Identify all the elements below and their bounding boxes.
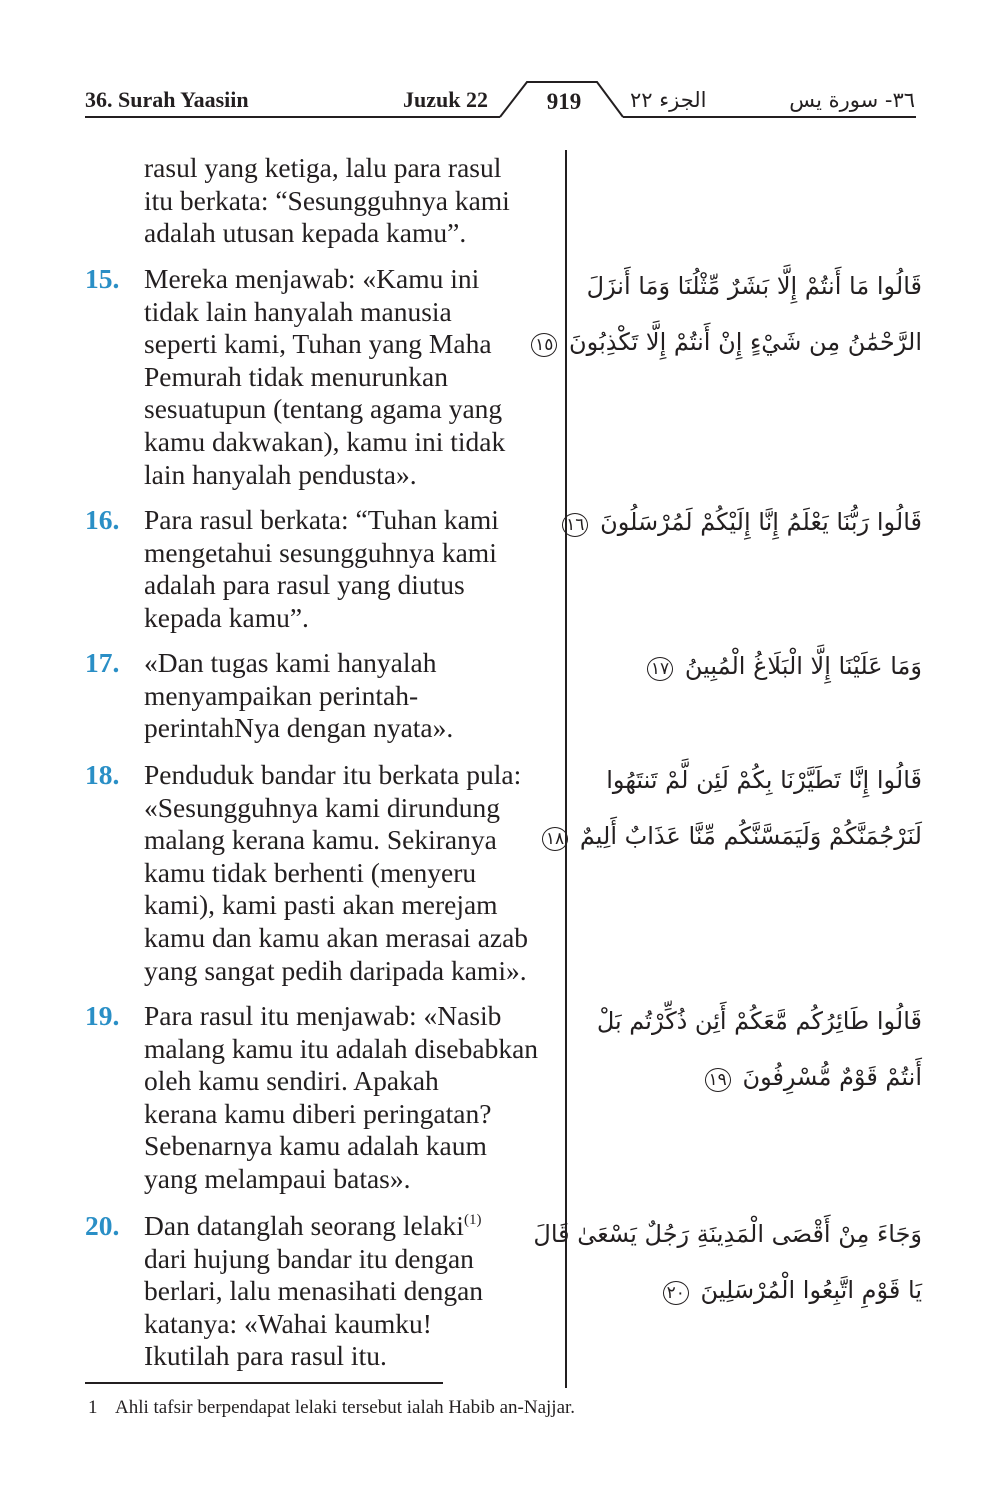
verse-line: yang melampaui batas». [144,1162,411,1194]
arabic-text: يَا قَوْمِ اتَّبِعُوا الْمُرْسَلِينَ [700,1276,922,1304]
verse-line: Sebenarnya kamu adalah kaum [144,1130,487,1162]
verse-line: perintahNya dengan nyata». [144,712,454,744]
verse-number: 18. [85,759,120,790]
verse-line: rasul yang ketiga, lalu para rasul [144,152,502,183]
verse-20-arabic [533,1206,922,1318]
verse-17-arabic [562,638,922,694]
surah-title-arabic: ٣٦- سورة يس [789,88,915,112]
arabic-line [562,494,922,550]
page-number: 919 [546,89,582,114]
arabic-line: وَجَاءَ مِنْ أَقْصَى الْمَدِينَةِ رَجُلٌ يَسْعَىٰ قَالَ [533,1220,922,1248]
verse-16-arabic [562,494,922,550]
verse-line: Mereka menjawab: «Kamu ini [144,263,480,294]
verse-line: Para rasul itu menjawab: «Nasib [144,1000,502,1031]
verse-line: oleh kamu sendiri. Apakah [144,1065,439,1097]
arabic-line: قَالُوا إِنَّا تَطَيَّرْنَا بِكُمْ لَئِن لَّمْ تَنتَهُوا [606,766,922,794]
verse-20-translation [85,1210,560,1373]
verse-number: 15. [85,263,120,294]
footnote-text: Ahli tafsir berpendapat lelaki tersebut ialah Habib an-Najjar. [115,1397,576,1418]
arabic-line [562,638,922,694]
verse-line: tidak lain hanyalah manusia [144,295,452,327]
arabic-line: قَالُوا طَائِرُكُم مَّعَكُمْ أَئِن ذُكِّرْتُم بَلْ [596,1007,922,1035]
verse-line [144,1210,560,1243]
arabic-line [545,808,922,864]
verse-line: sesuatupun (tentang agama yang [144,393,503,425]
verse-line: menyampaikan perintah- [144,679,419,711]
arabic-line [535,314,922,370]
verse-line: katanya: «Wahai kaumku! [144,1307,432,1339]
verse-line: Pemurah tidak menurunkan [144,360,448,392]
page-header [0,0,1000,130]
verse-end-marker: ١٩ [705,1068,731,1092]
verse-19-translation [85,1000,560,1196]
verse-continuation [85,152,560,250]
verse-19-arabic [562,993,922,1105]
verse-number: 17. [85,647,120,678]
verse-end-marker: ٢٠ [663,1281,689,1305]
verse-17-translation [85,647,560,745]
verse-line: seperti kami, Tuhan yang Maha [144,328,492,360]
verse-15-arabic [535,258,922,370]
verse-line: kerana kamu diberi peringatan? [144,1097,492,1129]
arabic-line [562,1262,922,1318]
footnote-rule [85,1382,443,1384]
verse-end-marker: ١٥ [531,333,557,357]
verse-line: mengetahui sesungguhnya kami [144,536,497,568]
verse-line: Ikutilah para rasul itu. [144,1340,387,1372]
verse-number: 19. [85,1000,120,1031]
juzuk-label-arabic: الجزء ٢٢ [630,88,707,112]
verse-line: Penduduk bandar itu berkata pula: [144,759,522,790]
verse-line: «Dan tugas kami hanyalah [144,647,437,678]
arabic-text: قَالُوا رَبُّنَا يَعْلَمُ إِنَّا إِلَيْكُمْ لَمُرْسَلُونَ [600,508,922,536]
verse-line: dari hujung bandar itu dengan [144,1242,474,1274]
verse-line: kamu tidak berhenti (menyeru [144,856,477,888]
verse-line: malang kerana kamu. Sekiranya [144,824,497,856]
verse-line: itu berkata: “Sesungguhnya kami [144,184,510,216]
arabic-line: قَالُوا مَا أَنتُمْ إِلَّا بَشَرٌ مِّثْلُنَا وَمَا أَنزَلَ [586,272,922,300]
verse-line: malang kamu itu adalah disebabkan [144,1032,539,1064]
verse-line: adalah utusan kepada kamu”. [144,217,467,249]
footnote-reference: (1) [463,1212,482,1228]
juzuk-label-latin: Juzuk 22 [403,87,488,112]
arabic-line [562,1049,922,1105]
verse-number: 20. [85,1210,120,1241]
arabic-text: وَمَا عَلَيْنَا إِلَّا الْبَلَاغُ الْمُبِينُ [684,652,922,680]
verse-line: kamu dan kamu akan merasai azab [144,921,529,953]
verse-line: «Sesungguhnya kami dirundung [144,791,500,823]
verse-line: berlari, lalu menasihati dengan [144,1275,484,1307]
verse-end-marker: ١٧ [647,657,673,681]
footnote [88,1396,575,1420]
verse-number: 16. [85,504,120,535]
verse-line: kepada kamu”. [144,601,309,633]
verse-18-translation [85,759,560,987]
arabic-text: أَنتُمْ قَوْمٌ مُّسْرِفُونَ [742,1063,922,1091]
verse-line: yang sangat pedih daripada kami». [144,954,527,986]
verse-end-marker: ١٨ [542,827,568,851]
verse-line: kamu dakwakan), kamu ini tidak [144,425,506,457]
footnote-number: 1 [88,1397,98,1418]
verse-line: lain hanyalah pendusta». [144,458,417,490]
verse-line: kami), kami pasti akan merejam [144,889,498,921]
arabic-text: الرَّحْمَٰنُ مِن شَيْءٍ إِنْ أَنتُمْ إِلَّا تَكْذِبُونَ [569,328,922,356]
verse-end-marker: ١٦ [562,513,588,537]
arabic-text: لَنَرْجُمَنَّكُمْ وَلَيَمَسَّنَّكُم مِّنَّا عَذَابٌ أَلِيمٌ [579,822,922,850]
surah-title-latin: 36. Surah Yaasiin [85,87,249,112]
verse-line: Para rasul berkata: “Tuhan kami [144,504,499,535]
verse-line-text: Dan datanglah seorang lelaki [144,1210,464,1241]
verse-16-translation [85,504,560,634]
verse-line: adalah para rasul yang diutus [144,569,465,601]
verse-15-translation [85,263,560,491]
verse-18-arabic [545,752,922,864]
